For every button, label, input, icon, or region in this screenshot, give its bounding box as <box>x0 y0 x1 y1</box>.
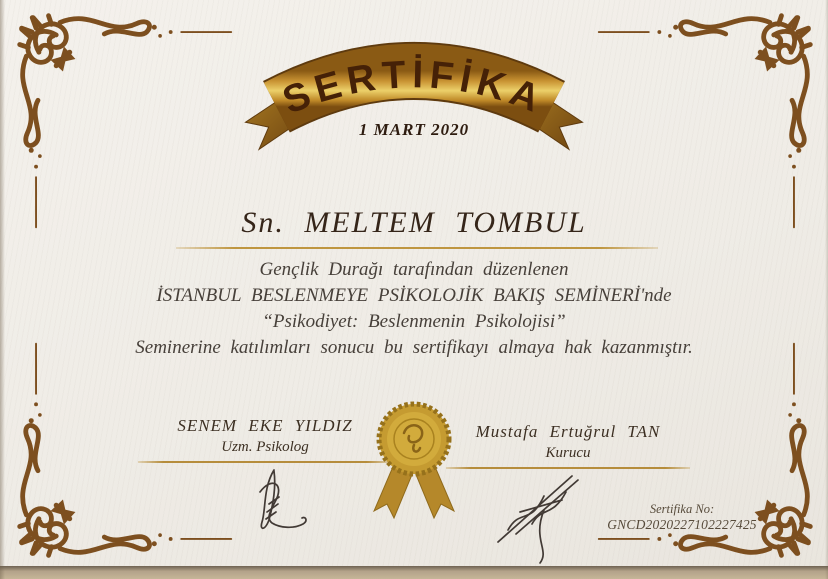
body-line-4: Seminerine katılımları sonucu bu sertifikayı almaya hak kazanmıştır. <box>135 337 693 358</box>
recipient-underline <box>176 247 658 249</box>
certificate-number-value: GNCD2020227102227425 <box>607 517 757 532</box>
certificate-number-label: Sertifika No: <box>649 502 715 516</box>
body-text <box>0 257 828 361</box>
signatory-right-title: Kurucu <box>545 445 591 461</box>
recipient-name: Sn. MELTEM TOMBUL <box>241 206 587 239</box>
body-line-3: “Psikodiyet: Beslenmenin Psikolojisi” <box>262 311 566 332</box>
photo-edge-left <box>0 0 5 579</box>
certificate-number-block <box>594 502 770 533</box>
certificate-date: 1 MART 2020 <box>358 120 470 139</box>
signatory-left-title: Uzm. Psikolog <box>221 439 309 455</box>
gold-seal-icon <box>354 393 474 528</box>
signature-left-icon <box>236 466 326 544</box>
photo-edge-bottom <box>0 566 828 579</box>
certificate-title: SERTİFİKA <box>277 53 551 123</box>
body-line-2: İSTANBUL BESLENMEYE PSİKOLOJİK BAKIŞ SEMİNERİ'nde <box>156 285 672 306</box>
signature-right-icon <box>486 470 596 566</box>
signatory-left-name: SENEM EKE YILDIZ <box>177 416 353 435</box>
body-line-1: Gençlik Durağı tarafından düzenlenen <box>259 259 569 280</box>
signatory-right-name: Mustafa Ertuğrul TAN <box>475 422 661 441</box>
signatory-right-underline <box>446 467 690 469</box>
signatory-right <box>446 422 690 469</box>
